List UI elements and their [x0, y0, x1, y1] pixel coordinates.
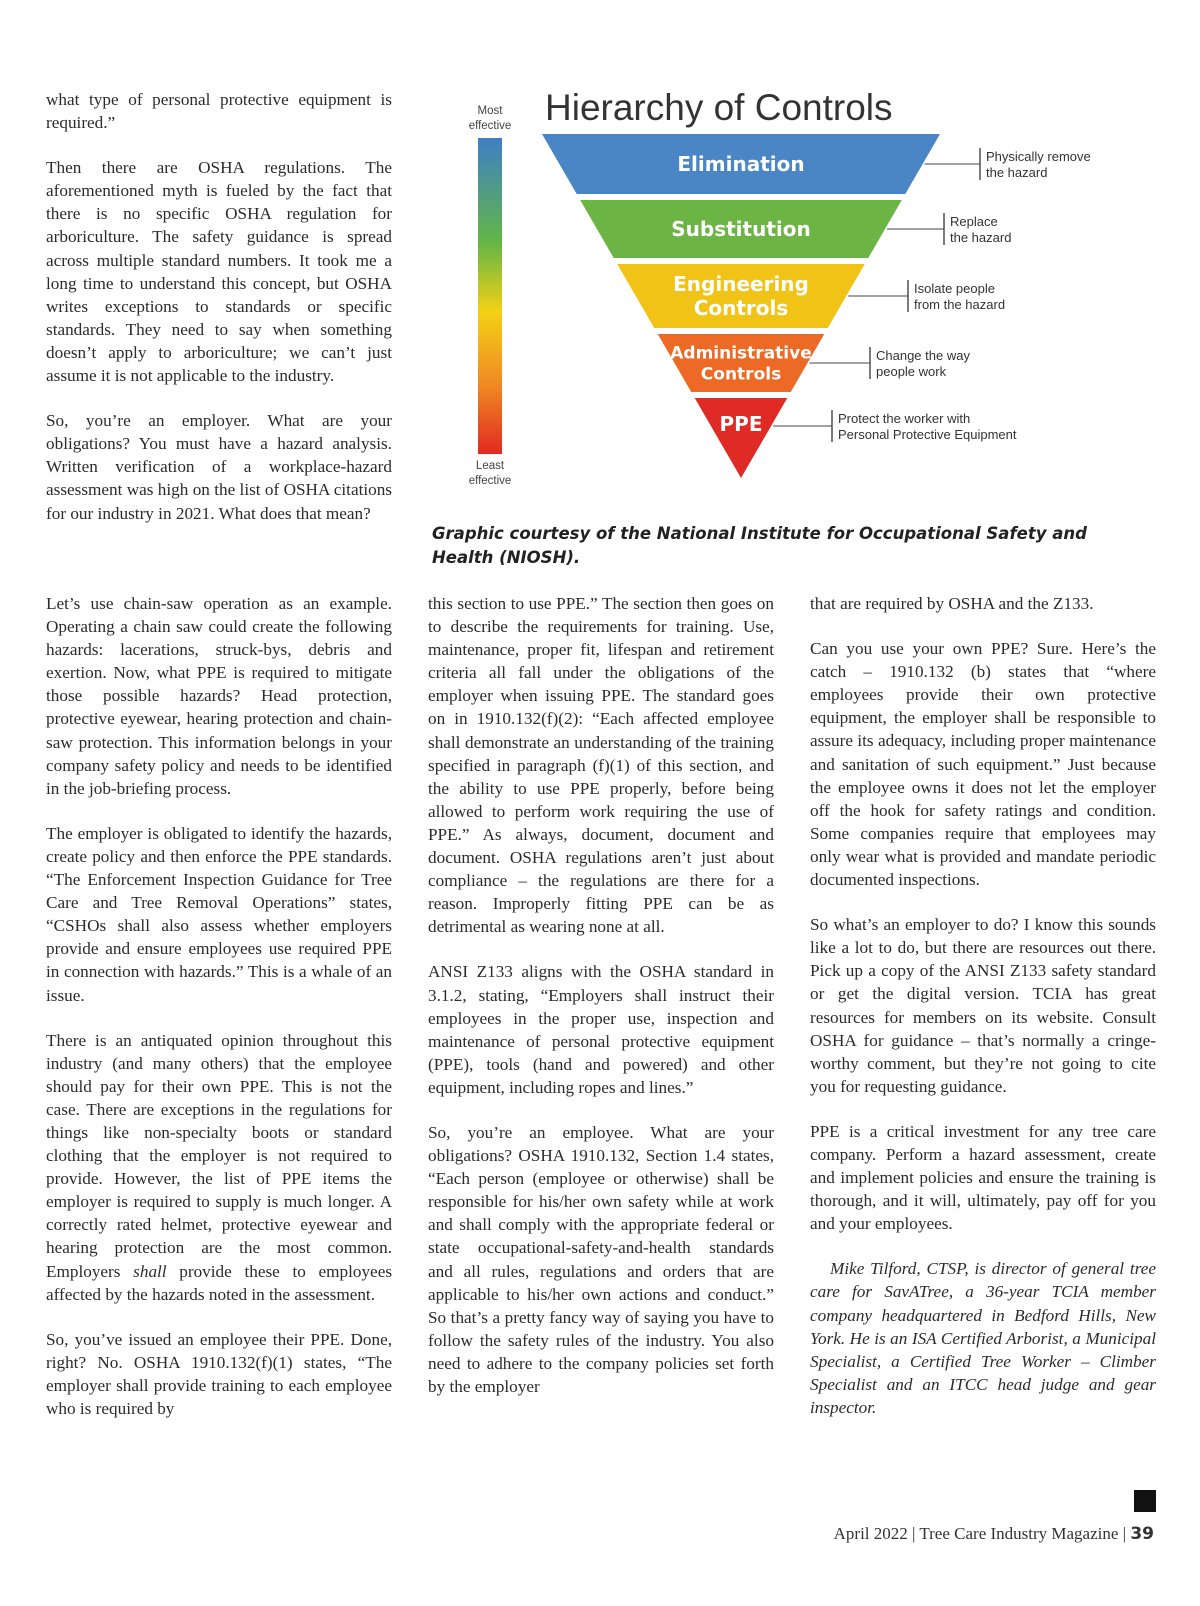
hierarchy-of-controls-figure — [460, 82, 1160, 512]
paragraph: So what’s an employer to do? I know this sounds like a lot to do, but there are resources out there. Pick up a copy of the ANSI Z133 safety standard or get the digital version. TCIA has great resources for members on its website. Consult OSHA for guidance – that’s normally a cringe-worthy comment, but they’re not going to cite you for requesting guidance. — [810, 915, 1156, 1096]
paragraph: So, you’re an employer. What are your obligations? You must have a hazard analysis. Written verification of a workplace-hazard assessment was high on the list of OSHA citations for our industry in 2021. What does that mean? — [46, 411, 392, 523]
least-effective-label-line2: effective — [468, 475, 512, 487]
end-of-article-mark — [1134, 1490, 1156, 1512]
tier-description: Physically remove — [986, 149, 1091, 164]
tier-group — [542, 134, 1091, 478]
paragraph: Let’s use chain-saw operation as an example. Operating a chain saw could create the following hazards: lacerations, struck-bys, debris and exertion. Now, what PPE is required to mitigate those possible hazards? Head protection, protective eyewear, hearing protection and chain-saw protection. This information belongs in your company safety policy and needs to be identified in the job-briefing process. — [46, 594, 392, 798]
paragraph: Then there are OSHA regulations. The aforementioned myth is fueled by the fact that there is no specific OSHA regulation for arboriculture. The safety guidance is spread across multiple standard numbers. It took me a long time to understand this concept, but OSHA writes exceptions to standards or specific standards. They need to say when something doesn’t apply to arboriculture; we can’t just assume it is not applicable to the industry. — [46, 158, 392, 386]
paragraph: this section to use PPE.” The section then goes on to describe the requirements for training. Use, maintenance, proper fit, lifespan and retirement criteria all fall under the obligations of the employer when issuing PPE. The standard goes on in 1910.132(f)(2): “Each affected employee shall demonstrate an understanding of the training specified in paragraph (f)(1) of this section, and the ability to use PPE properly, before being allowed to perform work requiring the use of PPE.” As always, document, document and document. OSHA regulations aren’t just about compliance – the regulations are there for a reason. Improperly fitting PPE can be as detrimental as wearing none at all. — [428, 594, 774, 937]
figure-title: Hierarchy of Controls — [545, 87, 893, 128]
emphasis-text: shall — [133, 1261, 167, 1281]
tier-label: Elimination — [677, 152, 805, 176]
paragraph — [46, 1029, 392, 1306]
paragraph: Can you use your own PPE? Sure. Here’s the catch – 1910.132 (b) states that “where employees provide their own protective equipment, the employer shall be responsible to assure its adequacy, including proper maintenance and sanitation of such equipment.” Just because the employee owns it does not let the employer off the hook for safety ratings and condition. Some companies require that employees may only wear what is provided and mandate periodic documented inspections. — [810, 639, 1156, 890]
paragraph: The employer is obligated to identify the hazards, create policy and then enforce the PPE standards. “The Enforcement Inspection Guidance for Tree Care and Tree Removal Operations” states, “CSHOs shall also assess whether employers provide and ensure employees use required PPE in connection with hazards.” This is a whale of an issue. — [46, 823, 392, 1005]
effectiveness-gradient-bar — [478, 138, 502, 454]
text-run: provide these to employees affected by the hazards noted in the assessment. — [46, 1261, 393, 1304]
tier-description: from the hazard — [914, 297, 1006, 312]
most-effective-label-line2: effective — [468, 120, 512, 132]
middle-column — [428, 592, 774, 1420]
paragraph: what type of personal protective equipment is required.” — [46, 90, 392, 133]
most-effective-label-line1: Most — [477, 105, 503, 117]
page-number: 39 — [1130, 1524, 1154, 1544]
paragraph: that are required by OSHA and the Z133. — [810, 594, 1094, 613]
page-footer — [834, 1524, 1154, 1544]
figure-caption: Graphic courtesy of the National Institute for Occupational Safety and Health (NIOSH). — [432, 524, 1087, 567]
left-column-top — [46, 88, 392, 547]
tier-description: the hazard — [986, 165, 1048, 180]
tier-description: Change the way — [876, 348, 970, 363]
paragraph: ANSI Z133 aligns with the OSHA standard in 3.1.2, stating, “Employers shall instruct their employees in the proper use, inspection and maintenance of personal protective equipment (PPE), tools (hand and powered) and other equipment, including ropes and lines.” — [428, 962, 774, 1097]
tier-shape — [695, 398, 788, 478]
tier-label: Engineering — [673, 272, 809, 296]
author-bio: Mike Tilford, CTSP, is director of general tree care for SavATree, a 36-year TCIA member company headquartered in Bedford Hills, New York. He is an ISA Certified Arborist, a Municipal Specialist, a Certified Tree Worker – Climber Specialist and an ITCC head judge and gear inspector. — [810, 1259, 1156, 1417]
tier-description: people work — [876, 364, 947, 379]
tier-label: Controls — [693, 296, 789, 320]
paragraph: So, you’ve issued an employee their PPE. Done, right? No. OSHA 1910.132(f)(1) states, “The employer shall provide training to each employee who is required by — [46, 1329, 392, 1418]
tier-description: Protect the worker with — [838, 411, 971, 426]
tier-label: Administrative — [670, 343, 812, 364]
paragraph: PPE is a critical investment for any tree care company. Perform a hazard assessment, create and implement policies and ensure the training is thorough, and it will, ultimately, pay off for you and your employees. — [810, 1121, 1156, 1234]
tier-label: Substitution — [671, 217, 811, 241]
tier-description: Replace — [950, 214, 998, 229]
text-run: There is an antiquated opinion throughout this industry (and many others) that the employee should pay for their own PPE. This is not the case. There are exceptions in the regulations for things like non-specialty boots or standard clothing that the employer is not required to provide. However, the list of PPE items the employer is required to supply is much longer. A correctly rated helmet, protective eyewear and hearing protection are the most common. Employers — [46, 1030, 392, 1281]
tier-description: Personal Protective Equipment — [838, 427, 1017, 442]
tier-label: Controls — [700, 364, 782, 385]
paragraph: So, you’re an employee. What are your obligations? OSHA 1910.132, Section 1.4 states, “Each person (employee or otherwise) shall be responsible for his/her own safety while at work and shall comply with the appropriate federal or state occupational-safety-and-health standards and all rules, regulations and orders that are applicable to his/her own actions and conduct.” So that’s a pretty fancy way of saying you have to follow the safety rules of the industry. You also need to adhere to the company policies set forth by the employer — [428, 1122, 774, 1396]
least-effective-label-line1: Least — [475, 460, 505, 472]
hierarchy-diagram — [460, 82, 1160, 512]
tier-description: the hazard — [950, 230, 1012, 245]
footer-text: April 2022 | Tree Care Industry Magazine | — [833, 1524, 1127, 1543]
tier-description: Isolate people — [914, 281, 995, 296]
left-column-bottom — [46, 592, 392, 1442]
right-column — [810, 592, 1156, 1441]
tier-label: PPE — [719, 412, 763, 436]
